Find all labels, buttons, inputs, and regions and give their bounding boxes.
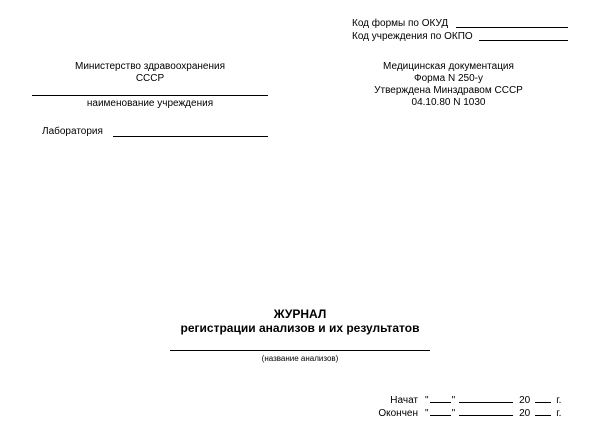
- ministry-header: [30, 61, 270, 138]
- open-quote: ": [425, 395, 429, 406]
- year-prefix: 20: [519, 408, 531, 419]
- date-started-row: [372, 394, 572, 407]
- institution-name-blank: [32, 95, 268, 110]
- approval-line1: Медицинская документация: [383, 61, 514, 72]
- okud-code-label: Код формы по ОКУД: [352, 18, 449, 29]
- approval-line3: Утверждена Минздравом СССР: [374, 85, 523, 96]
- approval-line4: 04.10.80 N 1030: [411, 97, 486, 108]
- year-blank: [535, 415, 551, 416]
- dates-block: [372, 394, 572, 420]
- date-started-label: Начат: [390, 395, 418, 406]
- okpo-code-blank: [479, 40, 568, 41]
- institution-name-caption: наименование учреждения: [86, 98, 214, 109]
- ministry-name-line2: СССР: [135, 73, 165, 84]
- day-blank: [430, 415, 451, 416]
- laboratory-row: [30, 125, 270, 138]
- month-blank: [459, 402, 513, 403]
- analyses-name-caption: (название анализов): [261, 354, 339, 363]
- date-finished-label: Окончен: [378, 408, 418, 419]
- open-quote: ": [425, 408, 429, 419]
- codes-block: [352, 17, 568, 43]
- journal-subtitle: регистрации анализов и их результатов: [180, 321, 420, 335]
- okud-code-blank: [456, 27, 568, 28]
- year-blank: [535, 402, 551, 403]
- year-suffix: г.: [556, 395, 562, 406]
- day-blank: [430, 402, 451, 403]
- approval-block: [346, 61, 551, 109]
- laboratory-blank: [113, 136, 268, 137]
- approval-line2: Форма N 250-у: [414, 73, 483, 84]
- okpo-code-label: Код учреждения по ОКПО: [352, 31, 473, 42]
- title-block: [0, 307, 600, 364]
- okud-code-row: [352, 17, 568, 30]
- close-quote: ": [451, 408, 456, 419]
- close-quote: ": [451, 395, 456, 406]
- okpo-code-row: [352, 30, 568, 43]
- year-suffix: г.: [556, 408, 562, 419]
- analyses-name-blank: [170, 350, 430, 351]
- year-prefix: 20: [519, 395, 531, 406]
- laboratory-label: Лаборатория: [42, 126, 103, 137]
- date-finished-row: [372, 407, 572, 420]
- month-blank: [459, 415, 513, 416]
- ministry-name-line1: Министерство здравоохранения: [75, 61, 225, 72]
- journal-title: ЖУРНАЛ: [273, 307, 327, 321]
